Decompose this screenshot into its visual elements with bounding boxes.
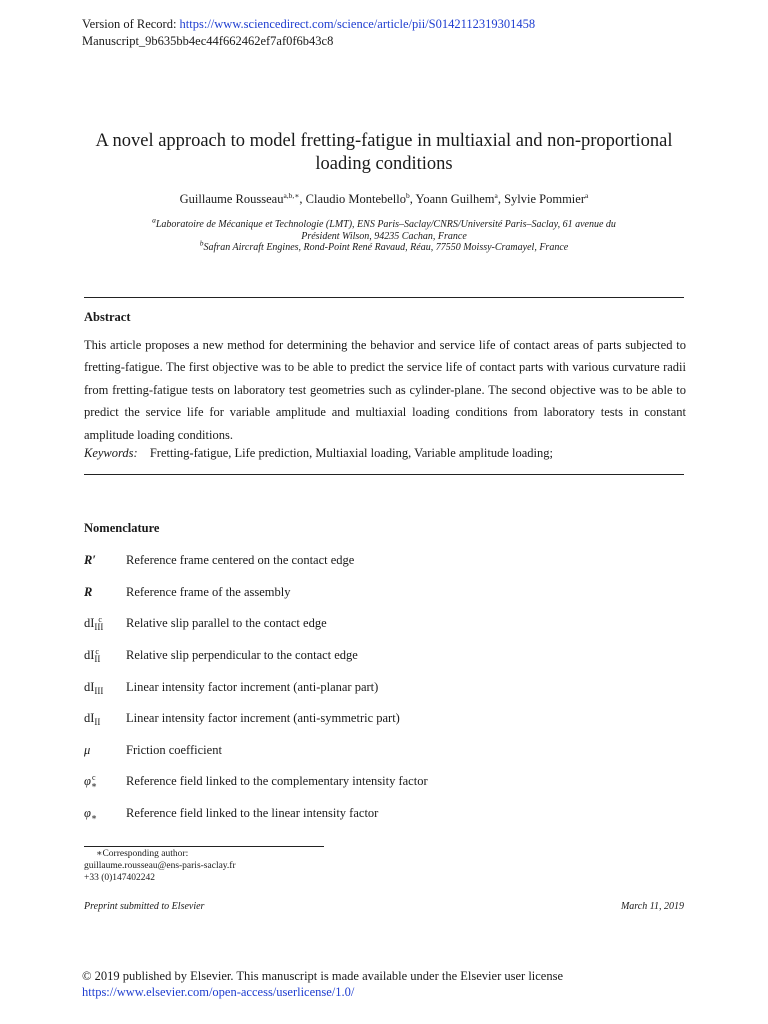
affiliation-b: $^b$Safran Aircraft Engines, Rond-Point René Ravaud, Réau, 77550 Moissy-Cramayel, France — [199, 238, 569, 253]
author: Claudio Montebello$^b$ — [305, 190, 410, 206]
nomenclature-description: Reference field linked to the linear intensity factor — [126, 806, 379, 820]
nomenclature-description: Reference frame of the assembly — [126, 585, 291, 599]
nomenclature-symbol: μ — [84, 743, 91, 757]
nomenclature-heading: Nomenclature — [84, 521, 160, 535]
preprint-date: March 11, 2019 — [620, 901, 684, 912]
corresponding-author-footnote — [84, 848, 236, 884]
copyright-text: © 2019 published by Elsevier. This manuscript is made available under the Elsevier user license — [82, 969, 564, 983]
nomenclature-symbol: $\varphi_∗^c$ — [84, 773, 98, 790]
title-line-2: loading conditions — [315, 154, 453, 174]
nomenclature-description: Relative slip perpendicular to the contact edge — [126, 648, 358, 662]
footnote-label: ∗Corresponding author: — [96, 849, 189, 859]
author: Guillaume Rousseau$^{a,b,∗}$ — [179, 190, 300, 206]
nomenclature-symbol: $dI_{II}$ — [84, 711, 101, 727]
nomenclature-symbol: $\varphi_∗$ — [84, 806, 98, 822]
manuscript-id: Manuscript_9b635bb4ec44f662462ef7af0f6b43c8 — [82, 34, 334, 48]
author-list: Guillaume Rousseau$^{a,b,∗}$, Claudio Montebello$^b$, Yoann Guilhem$^a$, Sylvie Pommier$^a$ — [179, 190, 589, 206]
keywords — [84, 446, 553, 461]
abstract-text: This article proposes a new method for determining the behavior and service life of contact areas of parts subjected to fretting-fatigue. The first objective was to be able to predict the service life of contact parts with various curvature radii from fretting-fatigue tests on laboratory test geometries such as cylinder-plane. The second objective was to be able to predict the service life for variable amplitude and multiaxial loading conditions from laboratory tests in constant amplitude loading conditions. — [84, 338, 686, 442]
nomenclature-description: Friction coefficient — [126, 743, 222, 757]
keywords-label: Keywords: — [84, 446, 138, 460]
affiliation-a-cont: Président Wilson, 94235 Cachan, France — [301, 230, 467, 242]
nomenclature-description: Relative slip parallel to the contact edge — [126, 616, 327, 630]
author: Yoann Guilhem$^a$ — [415, 190, 498, 206]
author-phone: +33 (0)147402242 — [84, 873, 156, 883]
copyright-notice — [82, 968, 563, 1000]
preprint-note: Preprint submitted to Elsevier — [84, 901, 205, 912]
footnote-rule — [84, 846, 324, 847]
nomenclature-symbol: $dI_{III}$ — [84, 680, 104, 696]
nomenclature-symbol: R — [84, 585, 93, 599]
nomenclature-description: Reference field linked to the complementary intensity factor — [126, 774, 428, 788]
nomenclature-description: Reference frame centered on the contact edge — [126, 553, 355, 567]
nomenclature-description: Linear intensity factor increment (anti-symmetric part) — [126, 711, 400, 725]
nomenclature-symbol: $dI_{II}^c$ — [84, 647, 101, 664]
abstract-bottom-rule — [84, 474, 684, 475]
paper-title — [70, 130, 698, 176]
version-of-record-header — [82, 16, 535, 50]
version-of-record-link[interactable]: https://www.sciencedirect.com/science/article/pii/S0142112319301458 — [179, 17, 536, 31]
abstract-top-rule — [84, 297, 684, 298]
license-link[interactable]: https://www.elsevier.com/open-access/userlicense/1.0/ — [82, 985, 355, 999]
nomenclature-description: Linear intensity factor increment (anti-planar part) — [126, 680, 379, 694]
version-label: Version of Record: — [82, 17, 177, 31]
title-line-1: A novel approach to model fretting-fatigue in multiaxial and non-proportional — [95, 131, 673, 151]
abstract-heading: Abstract — [84, 310, 131, 324]
nomenclature-symbol: $dI_{III}^c$ — [84, 615, 104, 632]
keywords-list: Fretting-fatigue, Life prediction, Multiaxial loading, Variable amplitude loading; — [149, 446, 553, 460]
affiliations — [70, 215, 698, 254]
nomenclature-symbol: R′ — [84, 553, 96, 567]
affiliation-a: $^a$Laboratoire de Mécanique et Technologie (LMT), ENS Paris–Saclay/CNRS/Université Paris–Saclay, 61 avenue du — [152, 215, 616, 230]
author-email[interactable]: guillaume.rousseau@ens-paris-saclay.fr — [84, 861, 236, 871]
author: Sylvie Pommier$^a$ — [504, 190, 589, 206]
